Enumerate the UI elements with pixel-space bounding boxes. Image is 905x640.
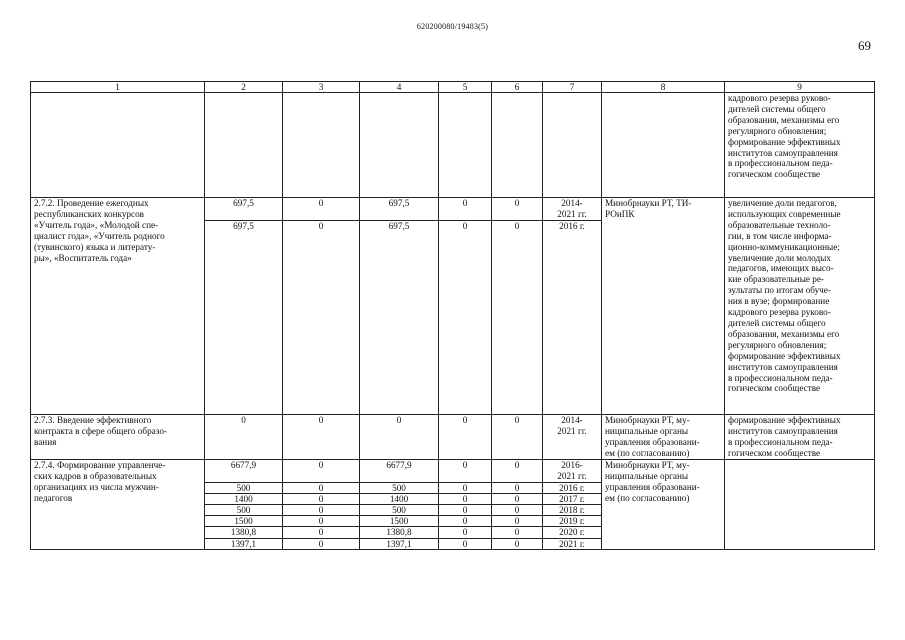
executor-cell: Минобрнауки РТ, ТИ- РОиПК (602, 198, 725, 415)
municipal-cell: 0 (439, 220, 492, 414)
empty-cell (31, 93, 205, 198)
regional-cell: 6677,9 (360, 459, 439, 482)
column-header: 6 (492, 82, 543, 93)
period-cell: 2018 г. (543, 505, 602, 516)
table-row (31, 459, 875, 482)
program-activities-table (30, 81, 875, 550)
regional-cell: 697,5 (360, 198, 439, 221)
column-header: 5 (439, 82, 492, 93)
total-cell: 6677,9 (205, 459, 283, 482)
municipal-cell: 0 (439, 538, 492, 549)
document-id: 620200080/19483(5) (416, 22, 489, 31)
total-cell: 500 (205, 482, 283, 493)
federal-cell: 0 (283, 414, 360, 459)
federal-cell: 0 (283, 538, 360, 549)
total-cell: 1500 (205, 516, 283, 527)
continuation-row (31, 93, 875, 198)
federal-cell: 0 (283, 527, 360, 538)
activity-name: 2.7.4. Формирование управленче- ских кадров в образовательных организациях из числа мужчин- педагогов (31, 459, 205, 549)
regional-cell: 697,5 (360, 220, 439, 414)
other-cell: 0 (492, 482, 543, 493)
empty-cell (439, 93, 492, 198)
period-cell: 2014- 2021 гг. (543, 414, 602, 459)
municipal-cell: 0 (439, 414, 492, 459)
federal-cell: 0 (283, 220, 360, 414)
municipal-cell: 0 (439, 198, 492, 221)
other-cell: 0 (492, 538, 543, 549)
empty-cell (205, 93, 283, 198)
federal-cell: 0 (283, 198, 360, 221)
federal-cell: 0 (283, 516, 360, 527)
goal-cell: увеличение доли педагогов, использующих современные образовательные техноло- гии, в том числе информа- ционно-коммуникационные; увеличение доли молодых педагогов, имеющих высо- кие образовательные ре- зультаты по итогам обуче- ния в вузе; формирование кадрового резерва руково- дителей системы общего образования, механизмы его регулярного обновления; формирование эффективных институтов самоуправления в профессиональном педа- гогическом сообществе (725, 198, 875, 415)
column-header: 8 (602, 82, 725, 93)
municipal-cell: 0 (439, 493, 492, 504)
regional-cell: 500 (360, 482, 439, 493)
municipal-cell: 0 (439, 527, 492, 538)
executor-cell: Минобрнауки РТ, му- ниципальные органы управления образовани- ем (по согласованию) (602, 414, 725, 459)
empty-cell (283, 93, 360, 198)
period-cell: 2016- 2021 гг. (543, 459, 602, 482)
other-cell: 0 (492, 493, 543, 504)
regional-cell: 1380,8 (360, 527, 439, 538)
municipal-cell: 0 (439, 516, 492, 527)
other-cell: 0 (492, 527, 543, 538)
empty-cell (602, 93, 725, 198)
activity-name: 2.7.2. Проведение ежегодных республиканских конкурсов «Учитель года», «Молодой спе- циалист года», «Учитель родного (тувинского) языка и литерату- ры», «Воспитатель года» (31, 198, 205, 415)
empty-cell (360, 93, 439, 198)
federal-cell: 0 (283, 459, 360, 482)
column-header: 2 (205, 82, 283, 93)
goal-cell (725, 459, 875, 549)
regional-cell: 1400 (360, 493, 439, 504)
empty-cell (492, 93, 543, 198)
other-cell: 0 (492, 414, 543, 459)
total-cell: 697,5 (205, 198, 283, 221)
federal-cell: 0 (283, 482, 360, 493)
column-header: 4 (360, 82, 439, 93)
column-header: 3 (283, 82, 360, 93)
column-header: 7 (543, 82, 602, 93)
regional-cell: 1397,1 (360, 538, 439, 549)
column-header: 9 (725, 82, 875, 93)
municipal-cell: 0 (439, 482, 492, 493)
column-header: 1 (31, 82, 205, 93)
federal-cell: 0 (283, 505, 360, 516)
total-cell: 1380,8 (205, 527, 283, 538)
period-cell: 2017 г. (543, 493, 602, 504)
table-row (31, 198, 875, 221)
other-cell: 0 (492, 505, 543, 516)
other-cell: 0 (492, 220, 543, 414)
period-cell: 2021 г. (543, 538, 602, 549)
total-cell: 697,5 (205, 220, 283, 414)
other-cell: 0 (492, 198, 543, 221)
total-cell: 500 (205, 505, 283, 516)
period-cell: 2019 г. (543, 516, 602, 527)
table-row (31, 414, 875, 459)
other-cell: 0 (492, 516, 543, 527)
goal-cell: кадрового резерва руково- дителей системы общего образования, механизмы его регулярного обновления; формирование эффективных институтов самоуправления в профессиональном педа- гогическом сообществе (725, 93, 875, 198)
total-cell: 1397,1 (205, 538, 283, 549)
other-cell: 0 (492, 459, 543, 482)
period-cell: 2016 г. (543, 482, 602, 493)
total-cell: 0 (205, 414, 283, 459)
column-number-row (31, 82, 875, 93)
goal-cell: формирование эффективных институтов самоуправления в профессиональном педа- гогическом сообществе (725, 414, 875, 459)
page-number: 69 (858, 38, 871, 53)
period-cell: 2016 г. (543, 220, 602, 414)
activity-name: 2.7.3. Введение эффективного контракта в сфере общего образо- вания (31, 414, 205, 459)
total-cell: 1400 (205, 493, 283, 504)
regional-cell: 1500 (360, 516, 439, 527)
regional-cell: 0 (360, 414, 439, 459)
executor-cell: Минобрнауки РТ, му- ниципальные органы управления образовани- ем (по согласованию) (602, 459, 725, 549)
federal-cell: 0 (283, 493, 360, 504)
municipal-cell: 0 (439, 505, 492, 516)
period-cell: 2020 г. (543, 527, 602, 538)
period-cell: 2014- 2021 гг. (543, 198, 602, 221)
municipal-cell: 0 (439, 459, 492, 482)
regional-cell: 500 (360, 505, 439, 516)
empty-cell (543, 93, 602, 198)
